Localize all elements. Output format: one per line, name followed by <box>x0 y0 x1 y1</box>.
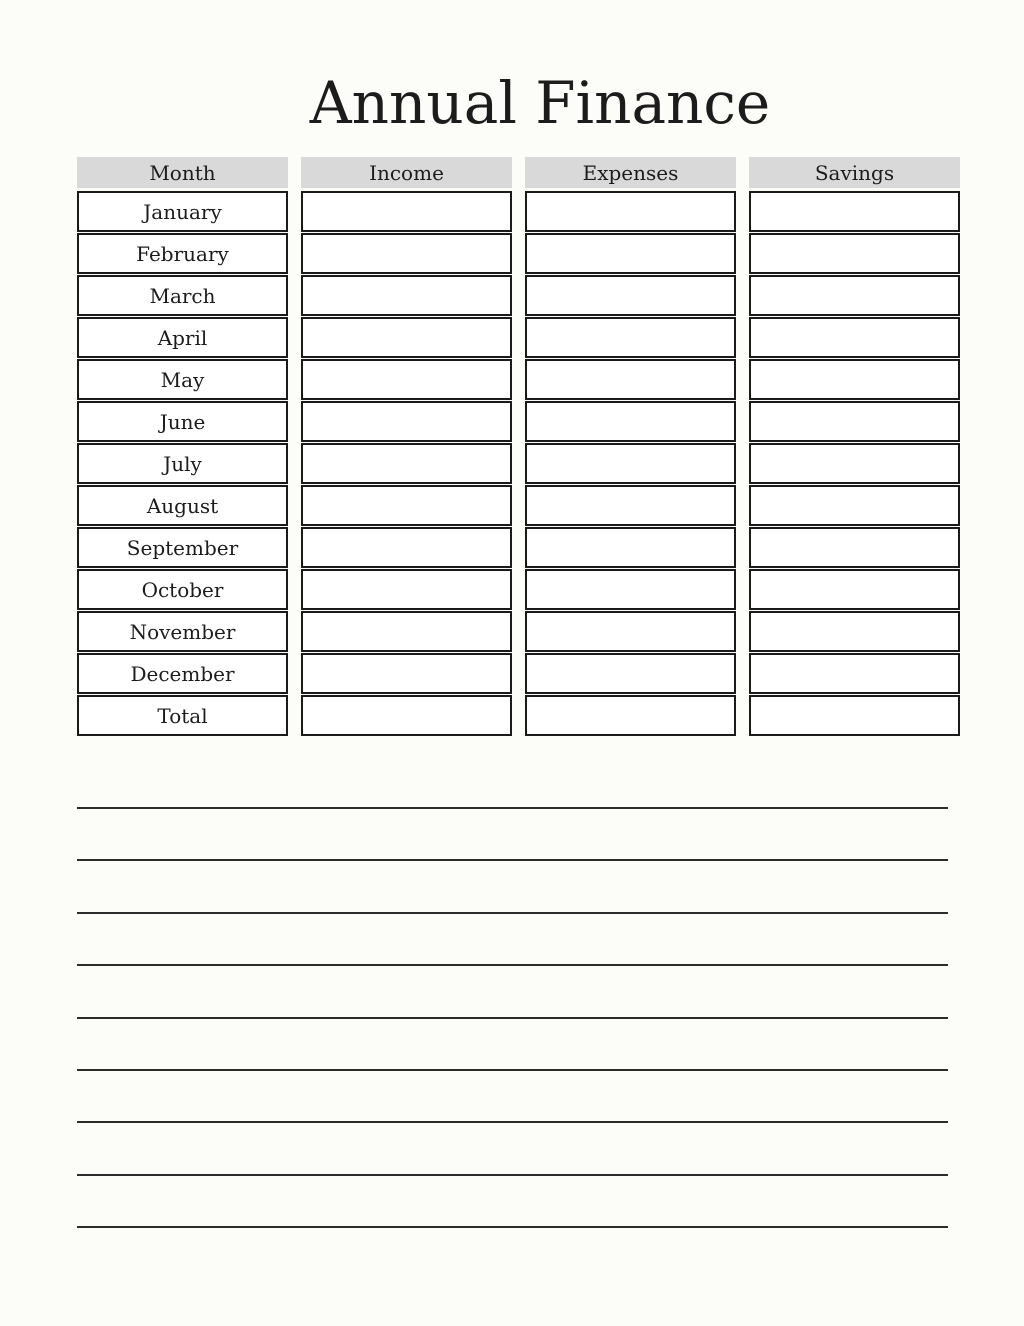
entry-cell <box>301 191 512 232</box>
ruled-line <box>77 1174 948 1176</box>
table-column-expenses <box>525 157 736 737</box>
entry-cell <box>749 485 960 526</box>
entry-cell <box>301 695 512 736</box>
entry-cell <box>525 401 736 442</box>
entry-cell <box>525 611 736 652</box>
entry-cell <box>301 569 512 610</box>
ruled-line <box>77 859 948 861</box>
entry-cell <box>525 359 736 400</box>
entry-cell <box>525 653 736 694</box>
entry-cell <box>749 443 960 484</box>
entry-cell <box>525 191 736 232</box>
month-label-cell: September <box>77 527 288 568</box>
month-label-cell: Total <box>77 695 288 736</box>
month-label-cell: February <box>77 233 288 274</box>
month-label-cell: April <box>77 317 288 358</box>
entry-cell <box>301 527 512 568</box>
entry-cell <box>749 359 960 400</box>
page-title: Annual Finance <box>309 69 771 137</box>
entry-cell <box>525 695 736 736</box>
ruled-line <box>77 964 948 966</box>
ruled-line <box>77 1069 948 1071</box>
ruled-line <box>77 1226 948 1228</box>
entry-cell <box>749 317 960 358</box>
entry-cell <box>749 695 960 736</box>
entry-cell <box>749 191 960 232</box>
entry-cell <box>749 527 960 568</box>
entry-cell <box>525 275 736 316</box>
month-label-cell: October <box>77 569 288 610</box>
month-label-cell: November <box>77 611 288 652</box>
table-column-savings <box>749 157 960 737</box>
ruled-line <box>77 1017 948 1019</box>
entry-cell <box>525 569 736 610</box>
entry-cell <box>525 233 736 274</box>
table-column-month <box>77 157 288 737</box>
entry-cell <box>301 359 512 400</box>
finance-table <box>77 157 960 737</box>
month-label-cell: August <box>77 485 288 526</box>
month-label-cell: March <box>77 275 288 316</box>
ruled-line <box>77 807 948 809</box>
entry-cell <box>525 443 736 484</box>
entry-cell <box>749 233 960 274</box>
month-label-cell: July <box>77 443 288 484</box>
entry-cell <box>749 653 960 694</box>
entry-cell <box>525 527 736 568</box>
entry-cell <box>301 611 512 652</box>
month-label-cell: May <box>77 359 288 400</box>
entry-cell <box>301 317 512 358</box>
month-label-cell: June <box>77 401 288 442</box>
column-header-month: Month <box>77 157 288 188</box>
column-header-income: Income <box>301 157 512 188</box>
entry-cell <box>749 611 960 652</box>
entry-cell <box>525 485 736 526</box>
entry-cell <box>301 653 512 694</box>
column-header-expenses: Expenses <box>525 157 736 188</box>
entry-cell <box>749 275 960 316</box>
entry-cell <box>749 569 960 610</box>
notes-lines <box>77 807 948 1279</box>
entry-cell <box>301 485 512 526</box>
ruled-line <box>77 912 948 914</box>
entry-cell <box>301 275 512 316</box>
month-label-cell: December <box>77 653 288 694</box>
entry-cell <box>301 443 512 484</box>
table-column-income <box>301 157 512 737</box>
entry-cell <box>301 233 512 274</box>
column-header-savings: Savings <box>749 157 960 188</box>
month-label-cell: January <box>77 191 288 232</box>
entry-cell <box>749 401 960 442</box>
entry-cell <box>301 401 512 442</box>
ruled-line <box>77 1121 948 1123</box>
entry-cell <box>525 317 736 358</box>
